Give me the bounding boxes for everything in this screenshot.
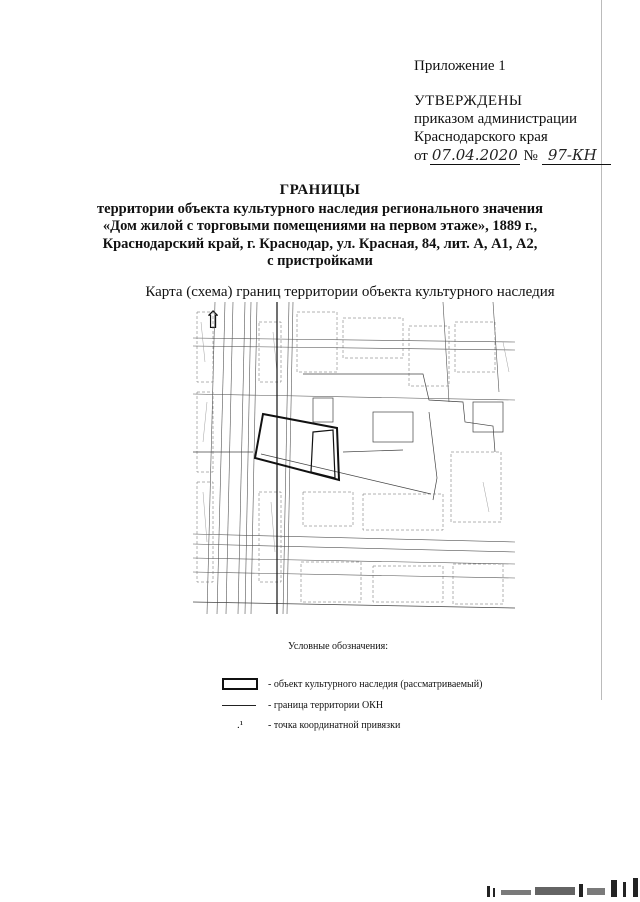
legend-label-boundary: - граница территории ОКН — [268, 700, 384, 711]
approval-block — [414, 92, 611, 165]
legend-item-object — [222, 678, 482, 690]
north-arrow-icon: ⇧ — [203, 308, 224, 334]
approved-line-2: Краснодарского края — [414, 129, 548, 145]
order-date: 07.04.2020 — [431, 146, 518, 164]
order-date-number-line — [414, 146, 611, 165]
legend-title: Условные обозначения: — [288, 641, 389, 652]
cadastral-map — [193, 302, 515, 614]
document-heading — [0, 182, 640, 271]
heading-line-4: с пристройками — [267, 253, 373, 269]
approved-line-1: приказом администрации — [414, 111, 578, 127]
heading-main: ГРАНИЦЫ — [279, 182, 361, 198]
order-number: 97-КН — [542, 146, 611, 165]
legend-box-icon — [222, 678, 258, 690]
approved-title: УТВЕРЖДЕНЫ — [414, 93, 523, 109]
street-grid — [193, 302, 515, 614]
number-prefix: № — [523, 148, 538, 164]
heading-line-2: «Дом жилой с торговыми помещениями на первом этаже», 1889 г., — [102, 218, 538, 234]
heritage-object-outline — [255, 414, 339, 480]
hatch-marks — [201, 322, 509, 552]
heading-line-3: Краснодарский край, г. Краснодар, ул. Красная, 84, лит. А, А1, А2, — [102, 235, 538, 252]
appendix-label: Приложение 1 — [414, 58, 506, 74]
scan-artifact-marks — [487, 878, 640, 897]
map-caption: Карта (схема) границ территории объекта культурного наследия — [145, 284, 555, 300]
legend-point-icon: .¹ — [236, 719, 244, 731]
legend-item-boundary — [222, 700, 383, 711]
legend-item-point — [222, 719, 400, 731]
scan-artifact-svg — [487, 878, 640, 897]
dashed-parcels — [197, 312, 503, 604]
legend-label-object: - объект культурного наследия (рассматриваемый) — [268, 678, 483, 690]
cadastral-map-svg — [193, 302, 515, 614]
legend-line-icon — [222, 705, 256, 706]
heading-line-1: территории объекта культурного наследия регионального значения — [97, 200, 543, 217]
date-prefix: от — [414, 148, 428, 164]
legend-label-point: - точка координатной привязки — [268, 719, 401, 731]
